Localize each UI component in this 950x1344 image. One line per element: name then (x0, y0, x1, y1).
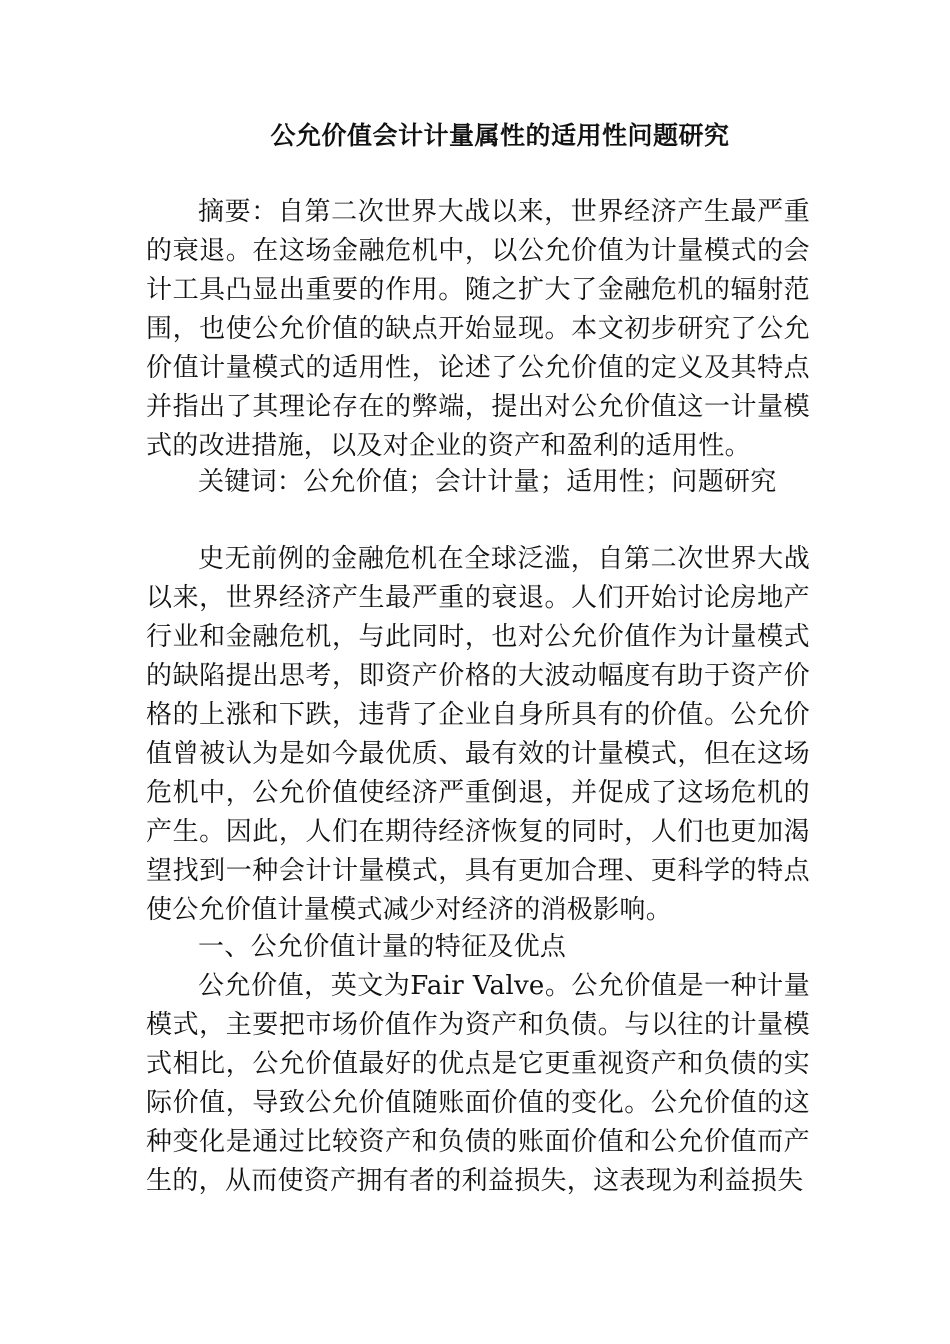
document-title: 公允价值会计计量属性的适用性问题研究 (270, 121, 730, 150)
keywords-line: 关键词：公允价值；会计计量；适用性；问题研究 (198, 467, 777, 497)
section-heading: 一、公允价值计量的特征及优点 (198, 932, 567, 962)
intro-paragraph: 史无前例的金融危机在全球泛滥，自第二次世界大战以来，世界经济产生最严重的衰退。人们开始讨论房地产行业和金融危机，与此同时，也对公允价值作为计量模式的缺陷提出思考，即资产价格的大波动幅度有助于资产价格的上涨和下跌，违背了企业自身所具有的价值。公允价值曾被认为是如今最优质、最有效的计量模式，但在这场危机中，公允价值使经济严重倒退，并促成了这场危机的产生。因此，人们在期待经济恢复的同时，人们也更加渴望找到一种会计计量模式，具有更加合理、更科学的特点使公允价值计量模式减少对经济的消极影响。 (146, 544, 810, 925)
abstract-paragraph: 摘要：自第二次世界大战以来，世界经济产生最严重的衰退。在这场金融危机中，以公允价值为计量模式的会计工具凸显出重要的作用。随之扩大了金融危机的辐射范围，也使公允价值的缺点开始显现。本文初步研究了公允价值计量模式的适用性，论述了公允价值的定义及其特点并指出了其理论存在的弊端，提出对公允价值这一计量模式的改进措施，以及对企业的资产和盈利的适用性。 (146, 197, 810, 461)
section-paragraph: 公允价值，英文为Fair Valve。公允价值是一种计量模式，主要把市场价值作为资产和负债。与以往的计量模式相比，公允价值最好的优点是它更重视资产和负债的实际价值，导致公允价值随账面价值的变化。公允价值的这种变化是通过比较资产和负债的账面价值和公允价值而产生的，从而使资产拥有者的利益损失，这表现为利益损失 (146, 971, 810, 1196)
